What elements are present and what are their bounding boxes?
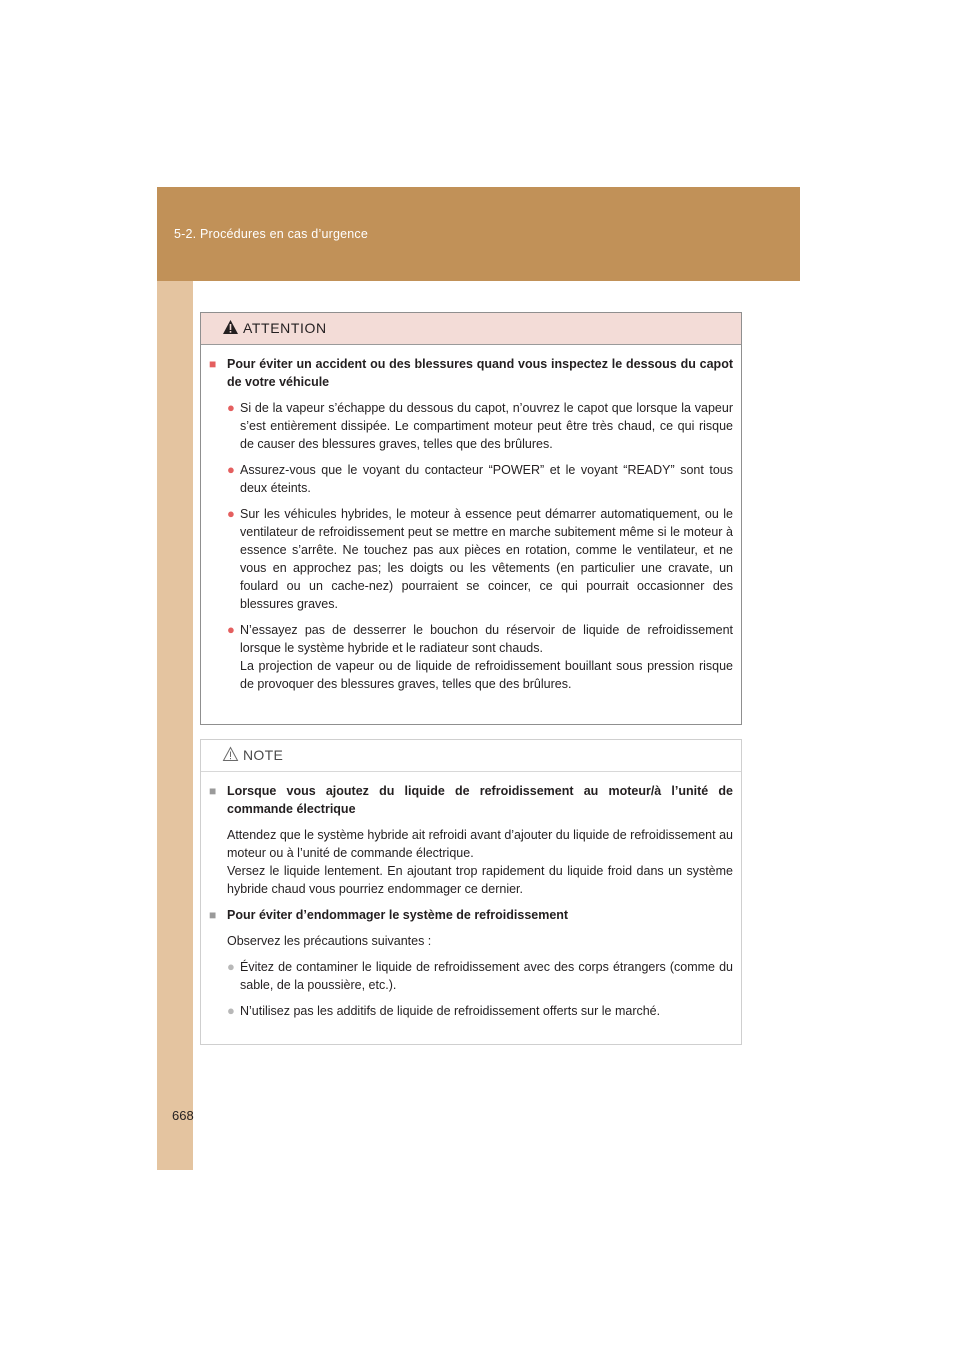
list-item: ● Si de la vapeur s’échappe du dessous du capot, n’ouvrez le capot que lorsque la vapeur s’est entièrement dissipée. Le compartiment moteur peut être très chaud, ce qui risque de causer des blessures graves, telles que des brûlures. (227, 400, 733, 451)
paragraph-line: Versez le liquide lentement. En ajoutant trop rapidement du liquide froid dans un système hybride chaud vous pourriez endommager ce dernier. (227, 864, 733, 896)
square-bullet-icon: ■ (209, 357, 217, 371)
list-item: ● Évitez de contaminer le liquide de refroidissement avec des corps étrangers (comme du sable, de la poussière, etc.). (227, 959, 733, 992)
attention-heading: ■ Pour éviter un accident ou des blessures quand vous inspectez le dessous du capot de votre véhicule (209, 357, 733, 389)
bullet-text-continued: La projection de vapeur ou de liquide de refroidissement bouillant sous pression risque de provoquer des blessures graves, telles que des brûlures. (240, 659, 733, 691)
list-item: ● Assurez-vous que le voyant du contacteur “POWER” et le voyant “READY” sont tous deux éteints. (227, 462, 733, 495)
bullet-text: N’essayez pas de desserrer le bouchon du réservoir de liquide de refroidissement lorsque le système hybride et le radiateur sont chauds. (240, 623, 733, 655)
note-title: NOTE (243, 747, 284, 763)
warning-icon (222, 319, 239, 335)
attention-title: ATTENTION (243, 320, 327, 336)
note-intro: Observez les précautions suivantes : (227, 934, 432, 948)
note-paragraph (227, 826, 733, 898)
square-bullet-icon: ■ (209, 784, 217, 798)
attention-header (201, 313, 741, 345)
note-heading-1: ■ Lorsque vous ajoutez du liquide de refroidissement au moteur/à l’unité de commande électrique (209, 784, 733, 816)
list-item: ● Sur les véhicules hybrides, le moteur à essence peut démarrer automatiquement, ou le ventilateur de refroidissement peut se mettre en marche subitement même si le moteur à essence s’arrête. Ne touchez pas aux pièces en rotation, comme le ventilateur, et ne vous en approchez pas; les doigts ou les vêtements (en particulier une cravate, un foulard ou un cache-nez) pourraient se coincer, ce qui pourrait occasionner des blessures graves. (227, 506, 733, 611)
note-header (201, 740, 741, 772)
side-strip (157, 281, 193, 1170)
square-bullet-icon: ■ (209, 908, 217, 922)
attention-box (200, 312, 742, 725)
list-item: ● N’utilisez pas les additifs de liquide de refroidissement offerts sur le marché. (227, 1003, 661, 1018)
circle-bullet-icon: ● (227, 1003, 235, 1018)
circle-bullet-icon: ● (227, 506, 235, 521)
paragraph-line: Attendez que le système hybride ait refroidi avant d’ajouter du liquide de refroidissement au moteur ou à l’unité de commande électrique. (227, 828, 733, 860)
circle-bullet-icon: ● (227, 462, 235, 477)
note-heading-2: ■ Pour éviter d’endommager le système de refroidissement (209, 908, 569, 922)
list-item (227, 621, 733, 693)
note-content (201, 772, 741, 1020)
circle-bullet-icon: ● (227, 959, 235, 974)
caution-icon (222, 746, 239, 762)
section-title: 5-2. Procédures en cas d’urgence (174, 227, 369, 241)
attention-content (201, 345, 741, 693)
circle-bullet-icon: ● (227, 622, 235, 637)
page-number: 668 (172, 1108, 194, 1123)
note-box (200, 739, 742, 1045)
circle-bullet-icon: ● (227, 400, 235, 415)
